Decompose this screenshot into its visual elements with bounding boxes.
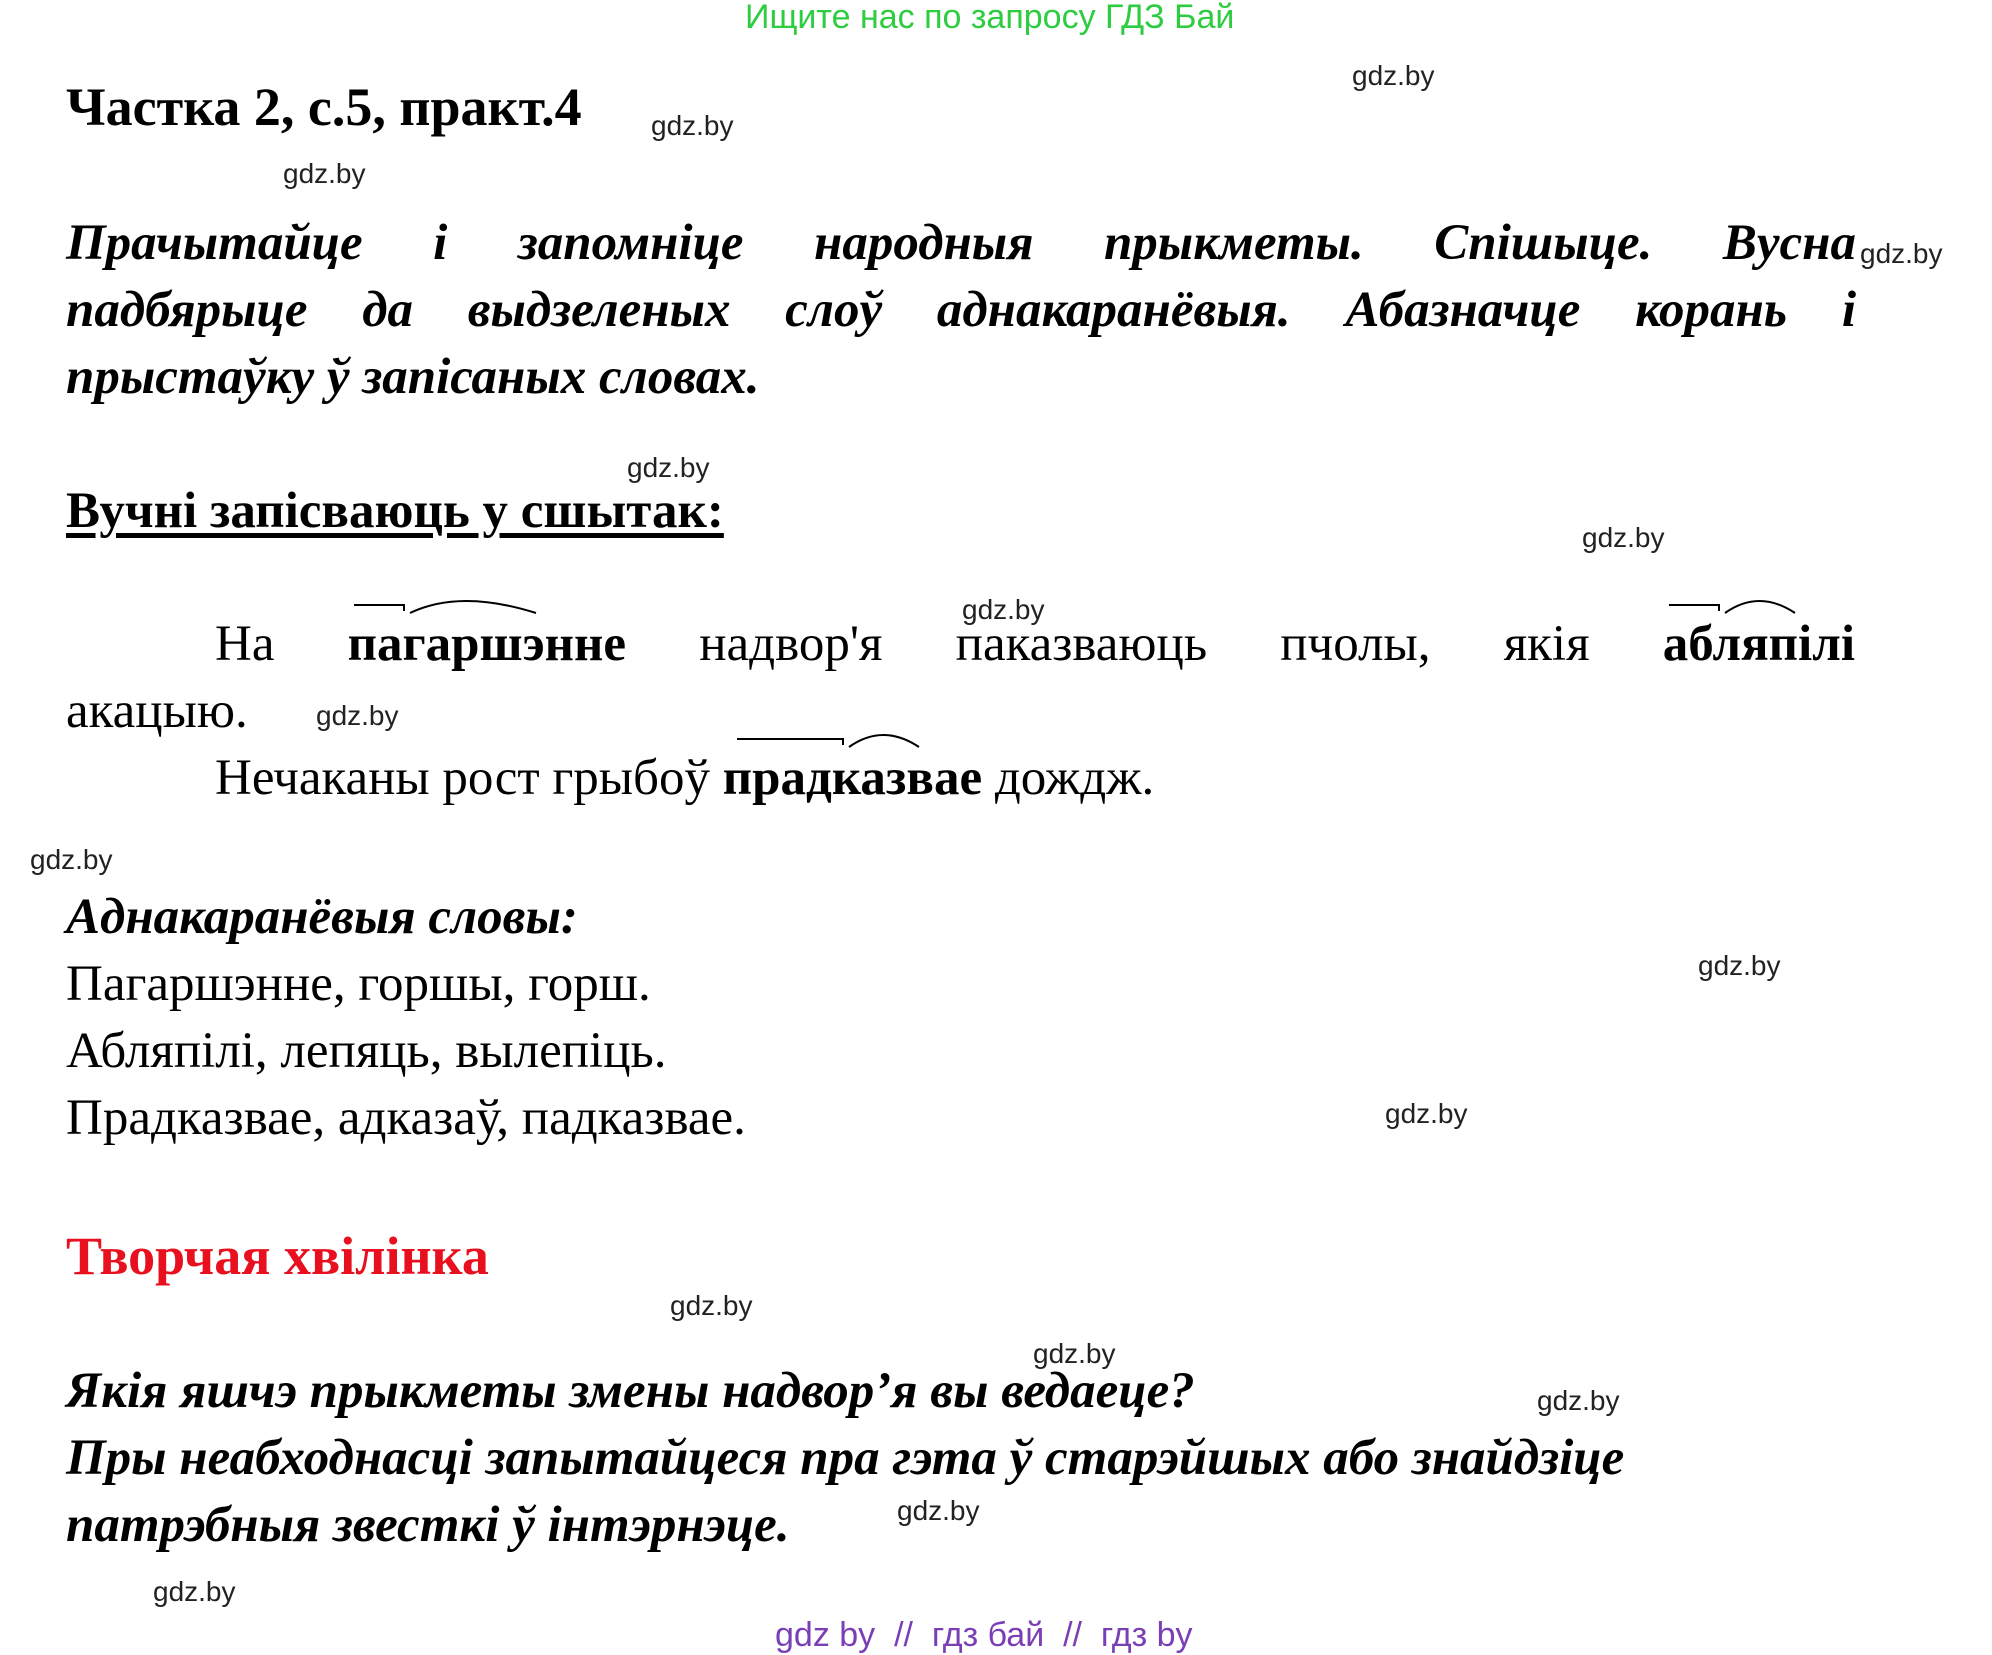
sentence-2: Нечаканы рост грыбоў прадказвае дождж. bbox=[215, 749, 1154, 807]
morpheme-marks bbox=[348, 591, 568, 617]
word: якія bbox=[1503, 616, 1590, 672]
bold-word-pagarshenne: пагаршэнне bbox=[348, 615, 626, 673]
watermark-text: gdz.by bbox=[1582, 522, 1665, 553]
watermark-text: gdz.by bbox=[962, 594, 1045, 625]
top-banner-link[interactable]: Ищите нас по запросу ГДЗ Бай bbox=[745, 0, 1235, 36]
watermark-text: gdz.by bbox=[316, 700, 399, 731]
students-heading: Вучні запісваюць у сшытак: bbox=[66, 483, 724, 539]
root-arc bbox=[410, 601, 536, 613]
word: На bbox=[215, 616, 275, 672]
prefix-mark bbox=[737, 739, 843, 745]
watermark-text: gdz.by bbox=[1698, 950, 1781, 981]
cognate-line: Абляпілі, лепяць, вылепіць. bbox=[66, 1023, 667, 1079]
question-line-1: Якія яшчэ прыкметы змены надвор’я вы ведаеце? bbox=[66, 1363, 1195, 1419]
watermark-text: gdz.by bbox=[1033, 1338, 1116, 1369]
watermark-text: gdz.by bbox=[1860, 238, 1943, 269]
creative-heading: Творчая хвілінка bbox=[66, 1226, 489, 1286]
watermark-text: gdz.by bbox=[30, 844, 113, 875]
watermark-text: gdz.by bbox=[1352, 60, 1435, 91]
watermark-text: gdz.by bbox=[670, 1290, 753, 1321]
page-title: Частка 2, с.5, практ.4 bbox=[66, 77, 582, 137]
prefix-mark bbox=[354, 605, 404, 611]
task-line-3: прыстаўку ў запісаных словах. bbox=[66, 349, 760, 405]
cognate-line: Прадказвае, адказаў, падказвае. bbox=[66, 1090, 746, 1146]
watermark-text: gdz.by bbox=[627, 452, 710, 483]
question-line-2: Пры неабходнасці запытайцеся пра гэта ў старэйшых або знайдзіце bbox=[66, 1430, 1625, 1486]
task-line-2: падбярыце да выдзеленых слоў аднакаранёвыя. Абазначце корань і bbox=[66, 282, 1856, 338]
word: надвор'я bbox=[699, 616, 883, 672]
root-arc bbox=[849, 735, 919, 747]
morpheme-marks bbox=[1663, 591, 1843, 617]
watermark-text: gdz.by bbox=[651, 110, 734, 141]
watermark-text: gdz.by bbox=[1537, 1385, 1620, 1416]
morpheme-marks bbox=[723, 725, 963, 751]
cognates-heading: Аднакаранёвыя словы: bbox=[66, 889, 578, 945]
bold-word-pradkazvae: прадказвае bbox=[723, 749, 982, 807]
cognate-line: Пагаршэнне, горшы, горш. bbox=[66, 956, 651, 1012]
watermark-text: gdz.by bbox=[897, 1495, 980, 1526]
watermark-text: gdz.by bbox=[153, 1576, 236, 1607]
root-arc bbox=[1725, 601, 1795, 613]
word: паказваюць bbox=[955, 616, 1208, 672]
question-line-3: патрэбныя звесткі ў інтэрнэце. bbox=[66, 1497, 790, 1553]
bold-word-ablyapili: абляпілі bbox=[1663, 615, 1855, 673]
sentence-1-line-2: акацыю. bbox=[66, 683, 248, 739]
task-line-1: Прачытайце і запомніце народныя прыкметы. Спішыце. Вусна bbox=[66, 215, 1856, 271]
watermark-text: gdz.by bbox=[283, 158, 366, 189]
bottom-links[interactable]: gdz by // гдз бай // гдз by bbox=[775, 1616, 1193, 1654]
watermark-text: gdz.by bbox=[1385, 1098, 1468, 1129]
word: пчолы, bbox=[1280, 616, 1431, 672]
prefix-mark bbox=[1669, 605, 1719, 611]
